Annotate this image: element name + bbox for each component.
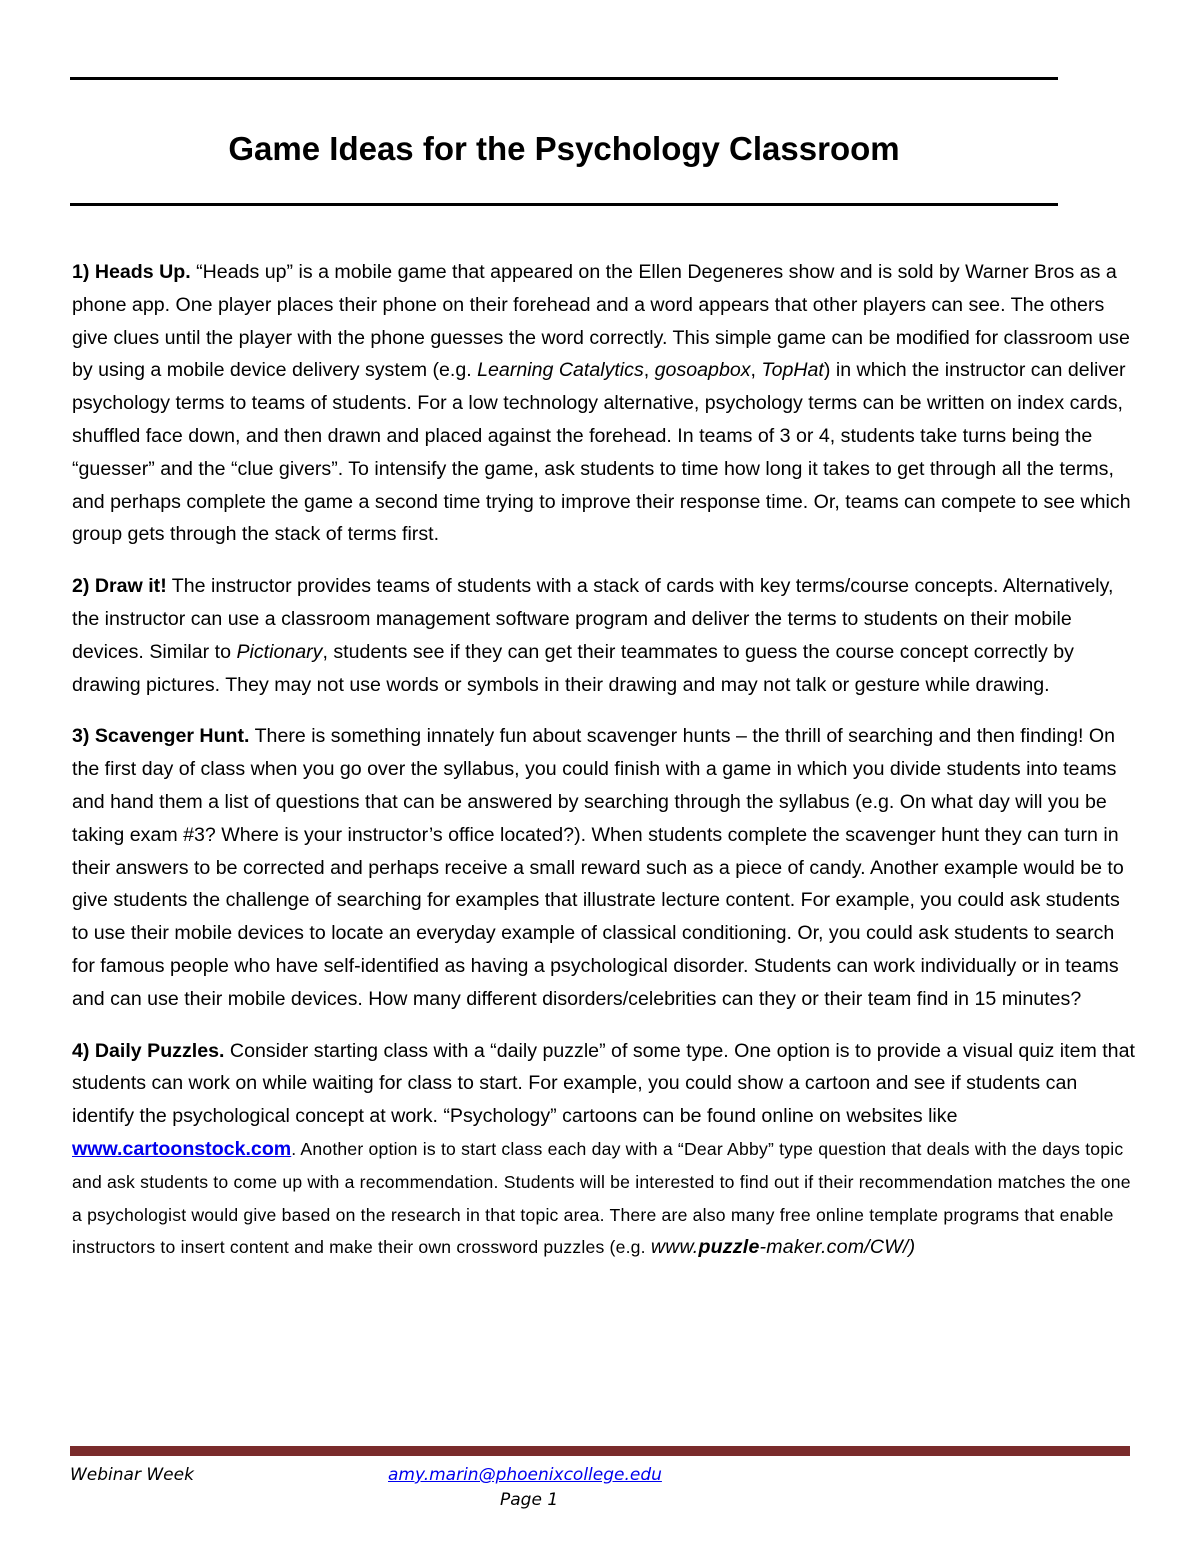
item-heading: 3) Scavenger Hunt. [72,725,250,748]
top-rule [70,77,1058,80]
item-heading: 1) Heads Up. [72,261,191,283]
title-rule [70,203,1058,206]
footer-email-link[interactable]: amy.marin@phoenixcollege.edu [388,1465,662,1485]
footer-event: Webinar Week [70,1465,194,1485]
page-title: Game Ideas for the Psychology Classroom [228,130,900,167]
item-heads-up: 1) Heads Up. “Heads up” is a mobile game that appeared on the Ellen Degeneres show and is sold by Warner Bros as a phone app. One player places their phone on their forehead and a word appears that other players can see. The others give clues until the player with the phone guesses the word correctly. This simple game can be modified for classroom use by using a mobile device delivery system (e.g. Learning Catalytics, gosoapbox, TopHat) in which the instructor can deliver psychology terms to teams of students. For a low technology alternative, psychology terms can be written on index cards, shuffled face down, and then drawn and placed against the forehead. In teams of 3 or 4, students take turns being the “guesser” and the “clue givers”. To intensify the game, ask students to time how long it takes to get through all the terms, and perhaps complete the game a second time trying to improve their response time. Or, teams can compete to see which group gets through the stack of terms first. [72,261,1131,546]
item-daily-puzzles: 4) Daily Puzzles. Consider starting class with a “daily puzzle” of some type. One option is to provide a visual quiz item that students can work on while waiting for class to start. For example, you could show a cartoon and see if students can identify the psychological concept at work. “Psychology” cartoons can be found online on websites like www.cartoonstock.com. Another option is to start class each day with a “Dear Abby” type question that deals with the days topic and ask students to come up with a recommendation. Students will be interested to find out if their recommendation matches the one a psychologist would give based on the research in that topic area. There are also many free online template programs that enable instructors to insert content and make their own crossword puzzles (e.g. www.puzzle-maker.com/CW/) [72,1039,1135,1259]
document-body [72,256,1136,1283]
cartoonstock-link[interactable]: www.cartoonstock.com [72,1137,292,1160]
item-scavenger-hunt: 3) Scavenger Hunt. There is something innately fun about scavenger hunts – the thrill of searching and then finding! On the first day of class when you go over the syllabus, you could finish with a game in which you divide students into teams and hand them a list of questions that can be answered by searching through the syllabus (e.g. On what day will you be taking exam #3? Where is your instructor’s office located?). When students complete the scavenger hunt they can turn in their answers to be corrected and perhaps receive a small reward such as a piece of candy. Another example would be to give students the challenge of searching for examples that illustrate lecture content. For example, you could ask students to use their mobile devices to locate an everyday example of classical conditioning. Or, you could ask students to search for famous people who have self-identified as having a psychological disorder. Students can work individually or in teams and can use their mobile devices. How many different disorders/celebrities can they or their team find in 15 minutes? [72,725,1124,1010]
footer-rule [70,1446,1130,1456]
item-heading: 2) Draw it! [72,575,167,598]
item-heading: 4) Daily Puzzles. [72,1039,225,1062]
page-number: Page 1 [500,1490,559,1510]
item-draw-it: 2) Draw it! The instructor provides teams of students with a stack of cards with key terms/course concepts. Alternatively, the instructor can use a classroom management software program and deliver the terms to students on their mobile devices. Similar to Pictionary, students see if they can get their teammates to guess the course concept correctly by drawing pictures. They may not use words or symbols in their drawing and may not talk or gesture while drawing. [72,575,1114,696]
